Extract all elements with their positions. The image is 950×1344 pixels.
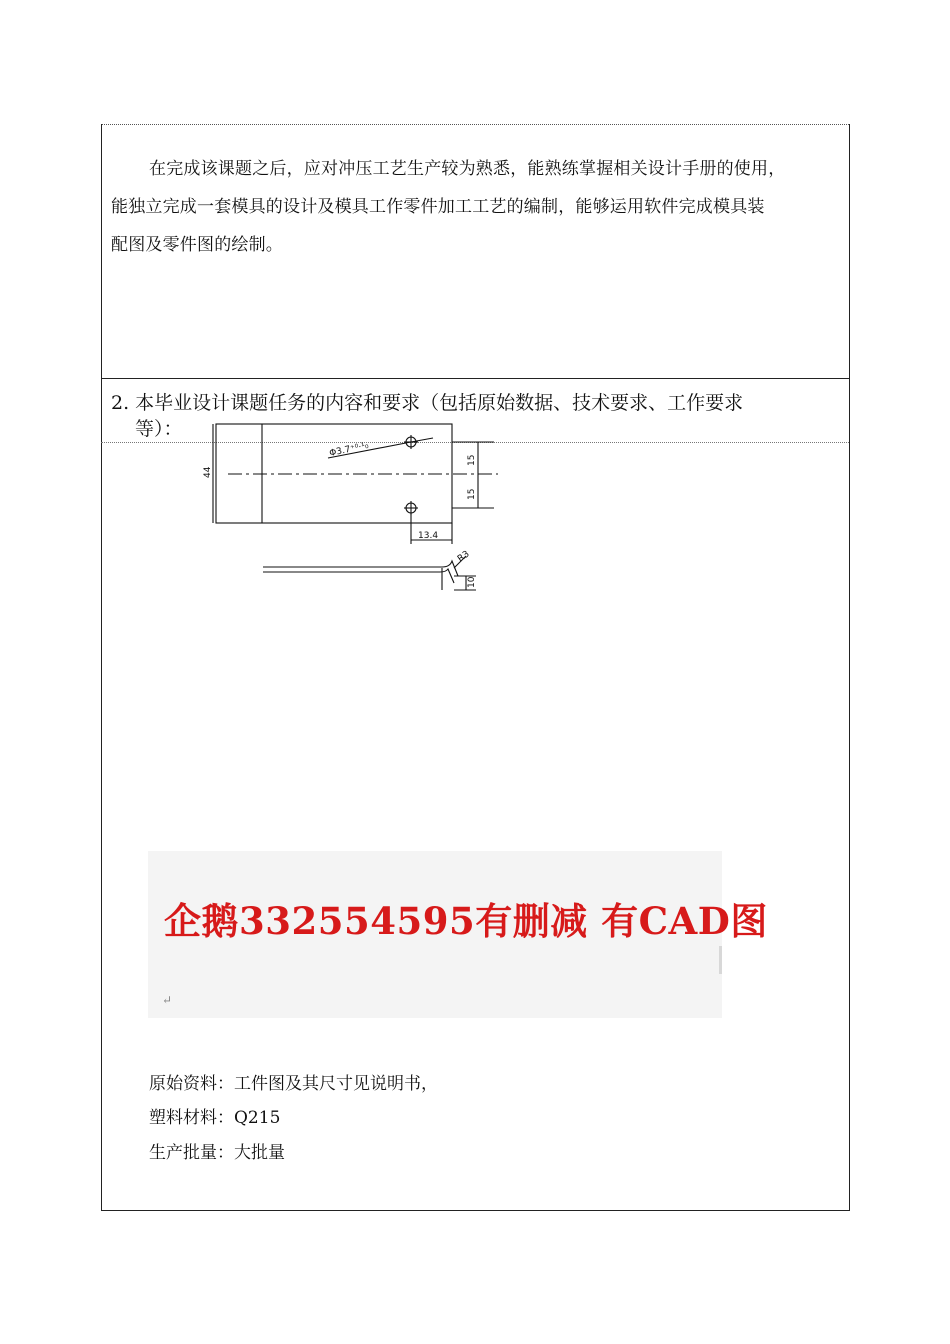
- dim-hole: Φ3.7⁺⁰·¹₀: [328, 440, 370, 459]
- dim-height: 44: [203, 466, 213, 478]
- side-view: [263, 561, 458, 583]
- info-raw-material: 原始资料：工件图及其尺寸见说明书，: [149, 1074, 438, 1094]
- dim-15-top: 15: [467, 454, 477, 466]
- info-material: 塑料材料：Q215: [149, 1108, 281, 1128]
- task-table-frame: [101, 124, 850, 1211]
- section1-paragraph: [111, 150, 841, 264]
- section1-line-1: 在完成该课题之后，应对冲压工艺生产较为熟悉，能熟练掌握相关设计手册的使用，: [149, 159, 786, 179]
- section1-line-3: 配图及零件图的绘制。: [111, 235, 283, 255]
- paragraph-mark-icon: ↵: [162, 993, 173, 1007]
- dim-bend: 10: [467, 576, 477, 588]
- section2-heading-line1: 2. 本毕业设计课题任务的内容和要求（包括原始数据、技术要求、工作要求: [111, 392, 744, 414]
- section2-heading-line2: 等）：: [135, 418, 183, 440]
- dim-15-bottom: 15: [467, 488, 477, 500]
- section1-line-2: 能独立完成一套模具的设计及模具工作零件加工工艺的编制，能够运用软件完成模具装: [111, 197, 765, 217]
- info-batch: 生产批量：大批量: [149, 1143, 285, 1163]
- row-divider: [101, 378, 849, 379]
- banner-text: 企鹅332554595有删减 有CAD图: [164, 899, 768, 943]
- part-drawing: [198, 418, 498, 598]
- watermark-banner: [148, 851, 768, 1018]
- scroll-edge: [719, 946, 722, 974]
- dim-width: 13.4: [418, 531, 439, 541]
- dim-radius: R3: [455, 549, 472, 565]
